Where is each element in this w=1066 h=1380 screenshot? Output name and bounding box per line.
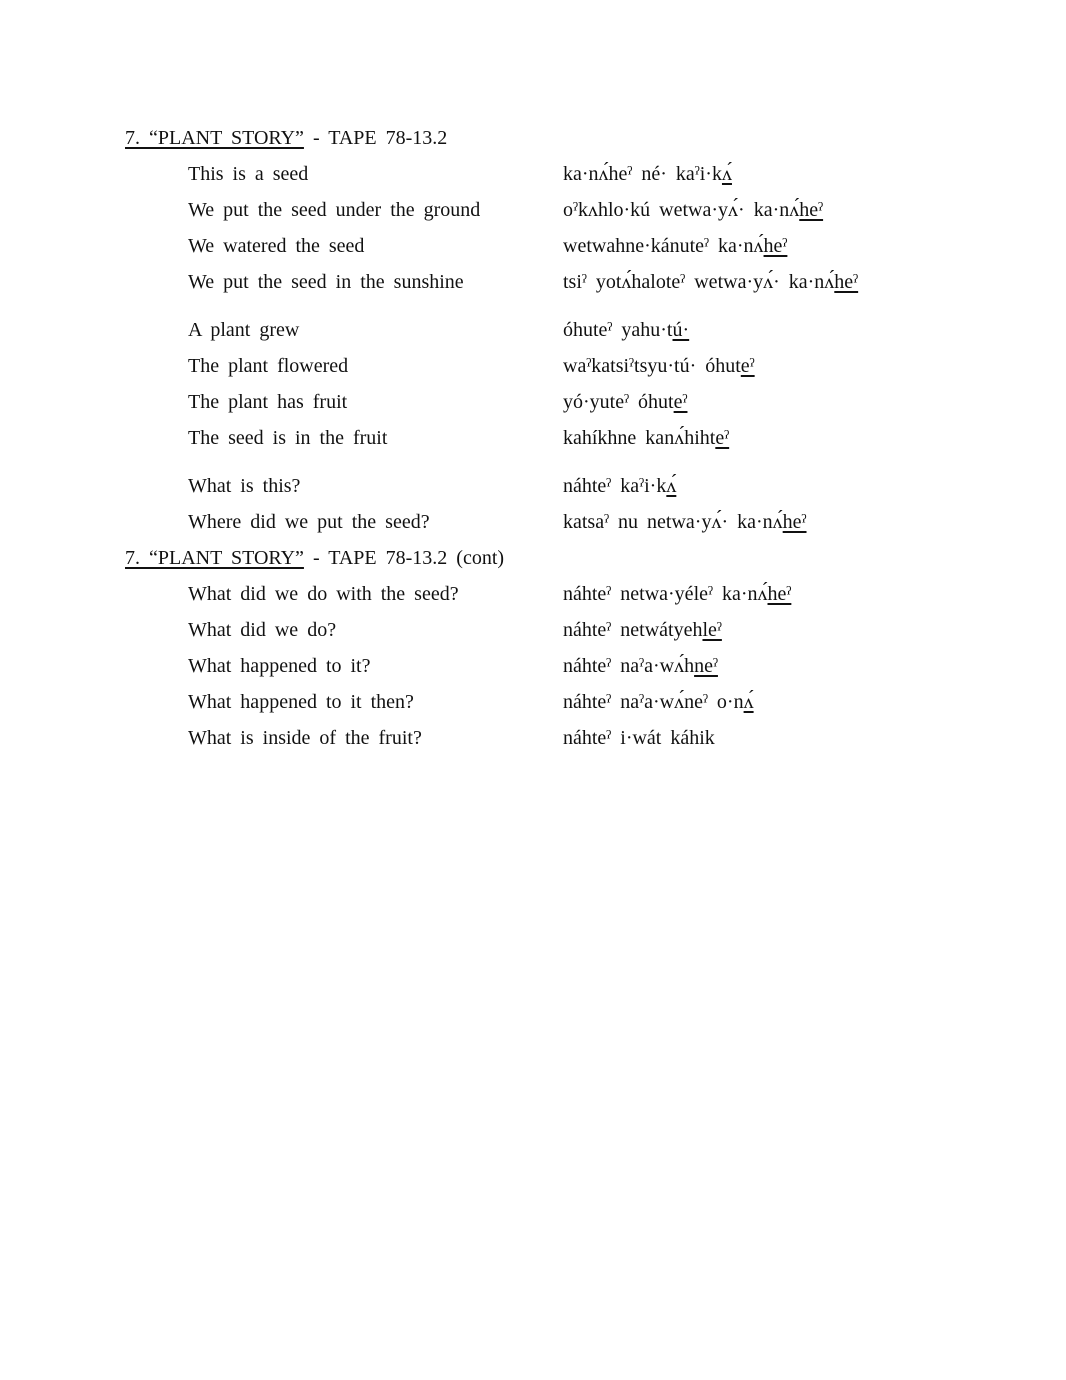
section-heading	[125, 543, 504, 573]
phrase-row	[0, 267, 1066, 297]
oneida-phrase: náhteˀ naˀa·wʌ́neˀ o·nʌ́	[563, 691, 754, 713]
oneida-phrase: yó·yuteˀ óhuteˀ	[563, 391, 688, 413]
english-phrase: This is a seed	[188, 163, 309, 185]
phrase-row	[0, 315, 1066, 345]
oneida-phrase: kahíkhne kanʌ́hihteˀ	[563, 427, 730, 449]
phrase-row	[0, 651, 1066, 681]
phrase-row	[0, 351, 1066, 381]
oneida-phrase: náhteˀ i·wát káhik	[563, 727, 715, 749]
english-phrase: We put the seed under the ground	[188, 199, 481, 221]
oneida-phrase: náhteˀ kaˀi·kʌ́	[563, 475, 677, 497]
oneida-phrase: oˀkʌhlo·kú wetwa·yʌ́· ka·nʌ́heˀ	[563, 199, 824, 221]
heading-tape: - TAPE 78-13.2	[303, 127, 448, 149]
oneida-phrase: náhteˀ netwátyehleˀ	[563, 619, 722, 641]
oneida-phrase: tsiˀ yotʌ́haloteˀ wetwa·yʌ́· ka·nʌ́heˀ	[563, 271, 859, 293]
phrase-row	[0, 159, 1066, 189]
english-phrase: What is inside of the fruit?	[188, 727, 422, 749]
phrase-row	[0, 723, 1066, 753]
phrase-row	[0, 579, 1066, 609]
phrase-row	[0, 387, 1066, 417]
phrase-row	[0, 231, 1066, 261]
heading-title: 7. “PLANT STORY”	[125, 127, 304, 149]
section-heading	[125, 123, 447, 153]
english-phrase: What is this?	[188, 475, 301, 497]
phrase-row	[0, 471, 1066, 501]
oneida-phrase: ka·nʌ́heˀ né· kaˀi·kʌ́	[563, 163, 732, 185]
oneida-phrase: katsaˀ nu netwa·yʌ́· ka·nʌ́heˀ	[563, 511, 807, 533]
english-phrase: The seed is in the fruit	[188, 427, 388, 449]
oneida-phrase: wetwahne·kánuteˀ ka·nʌ́heˀ	[563, 235, 788, 257]
english-phrase: What happened to it?	[188, 655, 371, 677]
english-phrase: We put the seed in the sunshine	[188, 271, 464, 293]
english-phrase: The plant has fruit	[188, 391, 348, 413]
phrase-row	[0, 507, 1066, 537]
english-phrase: What did we do with the seed?	[188, 583, 459, 605]
oneida-phrase: náhteˀ naˀa·wʌ́hneˀ	[563, 655, 718, 677]
english-phrase: We watered the seed	[188, 235, 365, 257]
english-phrase: What happened to it then?	[188, 691, 414, 713]
phrase-row	[0, 423, 1066, 453]
english-phrase: A plant grew	[188, 319, 300, 341]
heading-title: 7. “PLANT STORY”	[125, 547, 304, 569]
phrase-row	[0, 615, 1066, 645]
phrase-row	[0, 195, 1066, 225]
english-phrase: The plant flowered	[188, 355, 349, 377]
english-phrase: Where did we put the seed?	[188, 511, 430, 533]
phrase-row	[0, 687, 1066, 717]
heading-tape: - TAPE 78-13.2 (cont)	[303, 547, 505, 569]
oneida-phrase: náhteˀ netwa·yéleˀ ka·nʌ́heˀ	[563, 583, 792, 605]
oneida-phrase: waˀkatsiˀtsyu·tú· óhuteˀ	[563, 355, 755, 377]
oneida-phrase: óhuteˀ yahu·tú·	[563, 319, 690, 341]
english-phrase: What did we do?	[188, 619, 337, 641]
